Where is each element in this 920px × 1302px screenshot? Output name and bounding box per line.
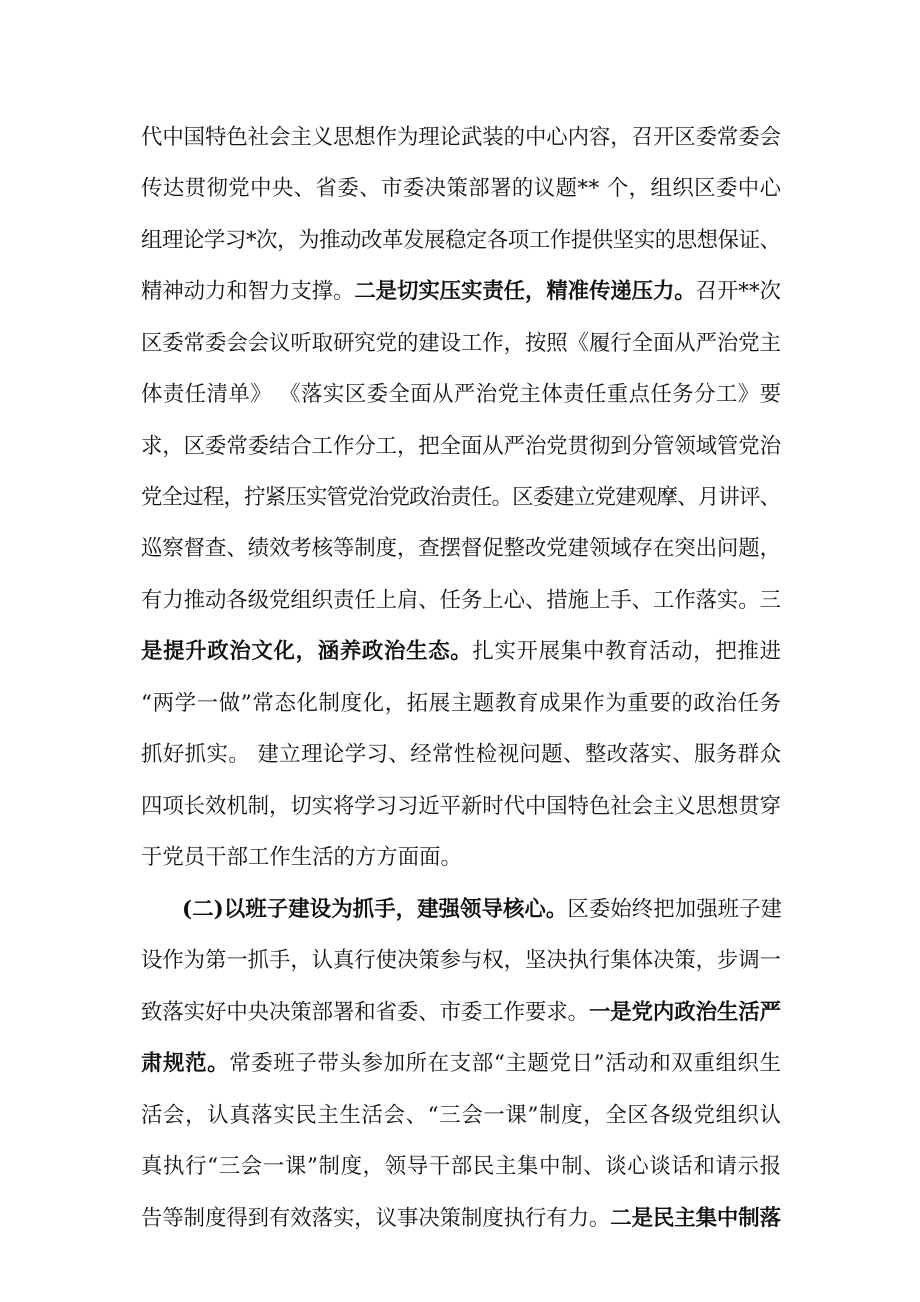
paragraph-line	[182, 895, 782, 925]
body-text: 巡察督查、绩效考核等制度，查摆督促整改党建领域存在突出问题，	[141, 536, 781, 561]
paragraph-line	[141, 586, 781, 616]
bold-heading-text: 二是民主集中制落	[610, 1206, 781, 1231]
body-text: 精神动力和智力支撑。	[141, 279, 355, 304]
body-text: 求，区委常委结合工作分工，把全面从严治党贯彻到分管领域管党治	[141, 434, 781, 459]
bold-heading-text: 一是党内政治生活严	[588, 1000, 781, 1025]
body-text: 真执行“三会一课”制度，领导干部民主集中制、谈心谈话和请示报	[141, 1154, 782, 1179]
bold-heading-text: 肃规范。	[141, 1051, 230, 1076]
paragraph-line	[141, 432, 781, 462]
body-text: 传达贯彻党中央、省委、市委决策部署的议题** 个，组织区委中心	[141, 176, 782, 201]
paragraph-line	[141, 740, 781, 770]
paragraph-line	[141, 123, 781, 153]
body-text: 代中国特色社会主义思想作为理论武装的中心内容，召开区委常委会	[141, 125, 781, 150]
paragraph-line	[141, 637, 782, 667]
paragraph-line	[141, 174, 781, 204]
paragraph-line	[141, 946, 781, 976]
body-text: 扎实开展集中教育活动，把推进	[472, 639, 782, 664]
body-text: 体责任清单》 《落实区委全面从严治党主体责任重点任务分工》要	[141, 382, 782, 407]
paragraph-line	[141, 1049, 782, 1079]
body-text: 告等制度得到有效落实，议事决策制度执行有力。	[141, 1206, 611, 1231]
paragraph-line	[141, 1152, 782, 1182]
paragraph-line	[141, 226, 781, 256]
body-text: 组理论学习*次，为推动改革发展稳定各项工作提供坚实的思想保证、	[141, 228, 781, 253]
paragraph-line	[141, 1204, 781, 1234]
paragraph-line	[141, 380, 781, 410]
body-text: 有力推动各级党组织责任上肩、任务上心、措施上手、工作落实。三	[141, 588, 781, 613]
bold-heading-text: 是提升政治文化，涵养政治生态。	[141, 639, 473, 664]
paragraph-line	[141, 689, 782, 719]
body-text: 区委常委会会议听取研究党的建设工作，按照《履行全面从严治党主	[141, 331, 781, 356]
bold-heading-text: (二)以班子建设为抓手，建强领导核心。	[182, 897, 568, 922]
body-text: 于党员干部工作生活的方方面面。	[141, 845, 462, 870]
body-text: “两学一做”常态化制度化，拓展主题教育成果作为重要的政治任务	[141, 691, 782, 716]
body-text: 四项长效机制，切实将学习习近平新时代中国特色社会主义思想贯穿	[141, 794, 781, 819]
body-text: 抓好抓实。 建立理论学习、经常性检视问题、整改落实、服务群众	[141, 742, 782, 767]
paragraph-line	[141, 483, 780, 513]
body-text: 设作为第一抓手，认真行使决策参与权，坚决执行集体决策，步调一	[141, 948, 781, 973]
body-text: 活会，认真落实民主生活会、“三会一课”制度，全区各级党组织认	[141, 1103, 782, 1128]
paragraph-line	[141, 843, 462, 873]
paragraph-line	[141, 1101, 782, 1131]
paragraph-line	[141, 329, 781, 359]
paragraph-line	[141, 277, 781, 307]
body-text: 区委始终把加强班子建	[567, 897, 783, 922]
bold-heading-text: 二是切实压实责任，精准传递压力。	[354, 279, 696, 304]
body-text: 党全过程，拧紧压实管党治党政治责任。区委建立党建观摩、月讲评、	[141, 485, 781, 510]
body-text: 致落实好中央决策部署和省委、市委工作要求。	[141, 1000, 589, 1025]
paragraph-line	[141, 792, 781, 822]
body-text: 召开**次	[695, 279, 781, 304]
body-text: 常委班子带头参加所在支部“主题党日”活动和双重组织生	[229, 1051, 782, 1076]
paragraph-line	[141, 534, 781, 564]
paragraph-line	[141, 998, 781, 1028]
